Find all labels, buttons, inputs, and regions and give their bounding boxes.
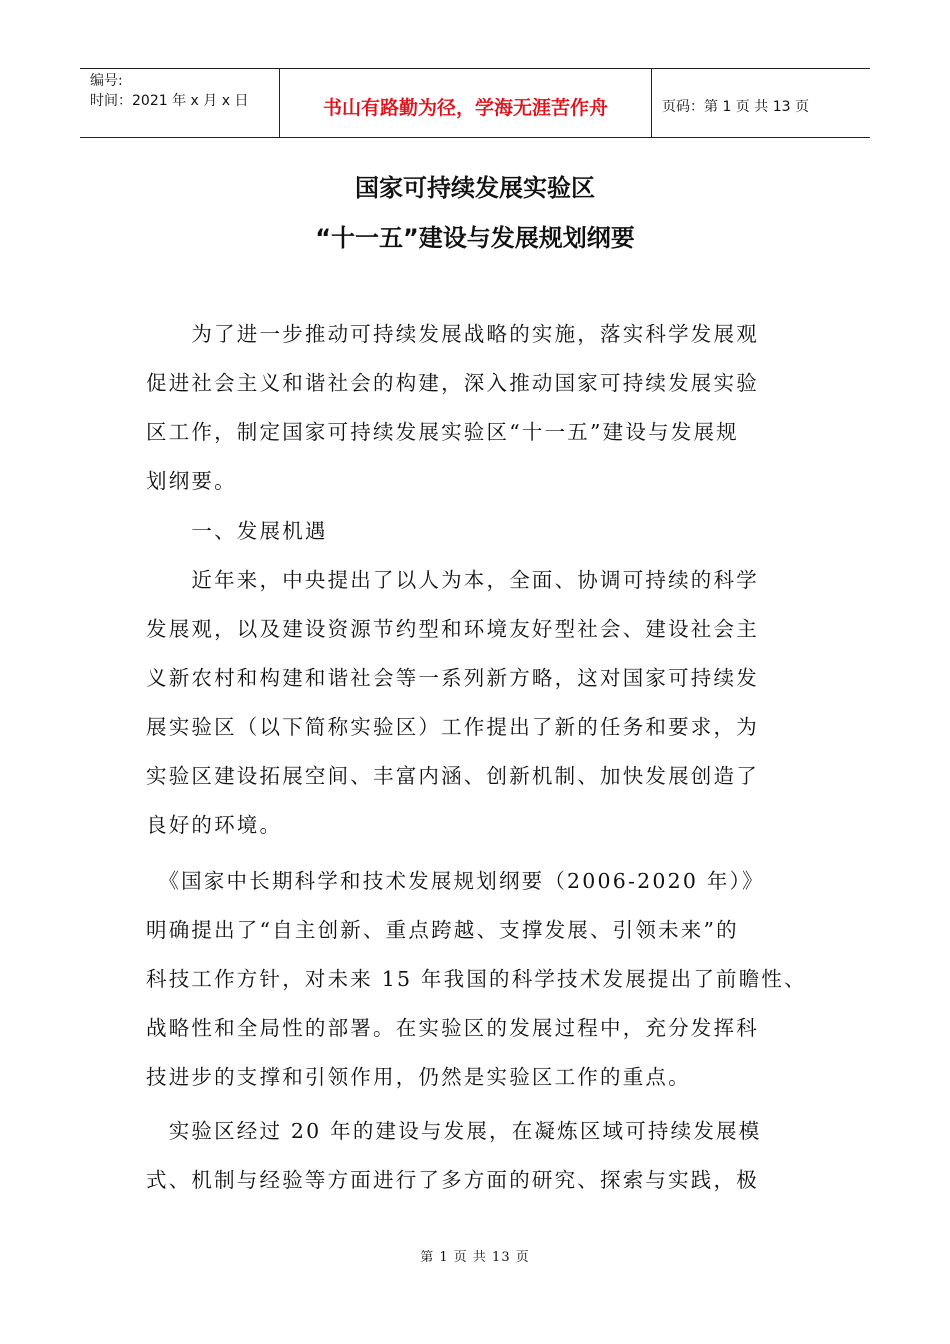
page-footer: 第 1 页 共 13 页 — [420, 1250, 530, 1265]
text-line: 战略性和全局性的部署。在实验区的发展过程中，充分发挥科 — [146, 1016, 759, 1040]
paragraph-intro — [146, 310, 826, 506]
document-header-table — [80, 68, 870, 138]
paragraph-plan — [146, 857, 826, 1102]
text-line: 展实验区（以下简称实验区）工作提出了新的任务和要求，为 — [146, 715, 759, 739]
header-page-info: 页码：第 1 页 共 13 页 — [662, 99, 809, 115]
doc-title-line2: “十一五”建设与发展规划纲要 — [315, 224, 635, 252]
header-meta-cell — [80, 69, 280, 137]
text-line: 区工作，制定国家可持续发展实验区“十一五”建设与发展规 — [146, 420, 739, 444]
text-line: 促进社会主义和谐社会的构建，深入推动国家可持续发展实验 — [146, 371, 759, 395]
text-line: 发展观，以及建设资源节约型和环境友好型社会、建设社会主 — [146, 617, 759, 641]
header-motto: 书山有路勤为径，学海无涯苦作舟 — [280, 69, 652, 137]
doc-title-line1: 国家可持续发展实验区 — [355, 174, 595, 202]
paragraph-experience — [146, 1107, 826, 1205]
text-line: 为了进一步推动可持续发展战略的实施，落实科学发展观 — [146, 322, 759, 346]
text-line: 良好的环境。 — [146, 813, 283, 837]
text-line: 义新农村和构建和谐社会等一系列新方略，这对国家可持续发 — [146, 666, 759, 690]
text-line: 《国家中长期科学和技术发展规划纲要（2006-2020 年）》 — [146, 869, 765, 893]
text-line: 技进步的支撑和引领作用，仍然是实验区工作的重点。 — [146, 1065, 691, 1089]
text-line: 式、机制与经验等方面进行了多方面的研究、探索与实践，极 — [146, 1168, 759, 1192]
date-label: 时间：2021 年 x 月 x 日 — [90, 93, 249, 109]
section-heading — [146, 507, 826, 556]
text-line: 明确提出了“自主创新、重点跨越、支撑发展、引领未来”的 — [146, 918, 739, 942]
paragraph-opportunity — [146, 556, 826, 850]
text-line: 近年来，中央提出了以人为本，全面、协调可持续的科学 — [146, 568, 759, 592]
text-line: 实验区建设拓展空间、丰富内涵、创新机制、加快发展创造了 — [146, 764, 759, 788]
heading-line: 一、发展机遇 — [146, 519, 328, 543]
text-line: 实验区经过 20 年的建设与发展，在凝炼区域可持续发展模 — [146, 1119, 762, 1143]
number-label: 编号: — [90, 73, 123, 89]
text-line: 科技工作方针，对未来 15 年我国的科学技术发展提出了前瞻性、 — [146, 967, 807, 991]
text-line: 划纲要。 — [146, 469, 237, 493]
